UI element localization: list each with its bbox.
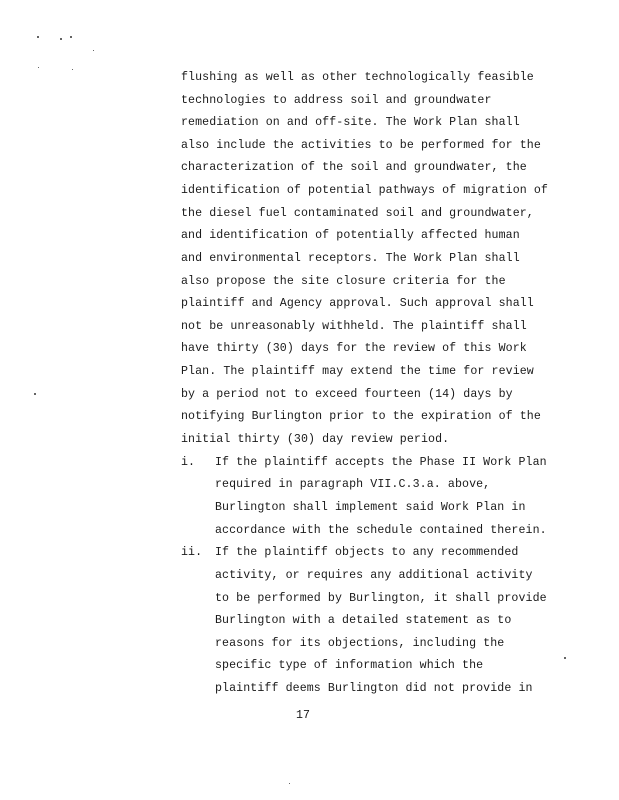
paragraph-line: have thirty (30) days for the review of this Work <box>181 342 527 355</box>
item-line: Burlington shall implement said Work Plan in <box>215 501 526 514</box>
paragraph-line: flushing as well as other technologically feasible <box>181 71 534 84</box>
scan-speck <box>38 67 39 68</box>
paragraph-line: Plan. The plaintiff may extend the time for review <box>181 365 534 378</box>
scan-speck <box>70 36 72 38</box>
scan-speck <box>564 657 566 659</box>
item-line: If the plaintiff accepts the Phase II Work Plan <box>215 456 547 469</box>
item-line: accordance with the schedule contained therein. <box>215 524 547 537</box>
paragraph-line: also include the activities to be performed for the <box>181 139 541 152</box>
paragraph-line: and environmental receptors. The Work Plan shall <box>181 252 520 265</box>
scan-speck <box>72 69 73 70</box>
scan-speck <box>60 38 62 40</box>
paragraph-line: notifying Burlington prior to the expiration of the <box>181 410 541 423</box>
item-line: plaintiff deems Burlington did not provide in <box>215 682 533 695</box>
item-line: to be performed by Burlington, it shall provide <box>215 592 547 605</box>
paragraph-line: initial thirty (30) day review period. <box>181 433 450 446</box>
paragraph-line: not be unreasonably withheld. The plaintiff shall <box>181 320 527 333</box>
item-line: reasons for its objections, including the <box>215 637 505 650</box>
page-number: 17 <box>296 709 311 722</box>
item-marker: i. <box>181 456 196 469</box>
paragraph-line: also propose the site closure criteria for the <box>181 275 506 288</box>
item-line: required in paragraph VII.C.3.a. above, <box>215 478 491 491</box>
scan-speck <box>37 36 39 38</box>
paragraph-line: plaintiff and Agency approval. Such approval shall <box>181 297 534 310</box>
paragraph-line: technologies to address soil and groundwater <box>181 94 492 107</box>
paragraph-line: remediation on and off-site. The Work Plan shall <box>181 116 520 129</box>
item-line: If the plaintiff objects to any recommended <box>215 546 519 559</box>
item-line: activity, or requires any additional activity <box>215 569 533 582</box>
item-line: specific type of information which the <box>215 659 484 672</box>
paragraph-line: characterization of the soil and groundwater, the <box>181 161 527 174</box>
item-line: Burlington with a detailed statement as to <box>215 614 512 627</box>
paragraph-line: the diesel fuel contaminated soil and groundwater, <box>181 207 534 220</box>
scan-speck <box>34 393 36 395</box>
paragraph-line: identification of potential pathways of migration of <box>181 184 548 197</box>
scan-speck <box>93 50 94 51</box>
item-marker: ii. <box>181 546 203 559</box>
paragraph-line: and identification of potentially affected human <box>181 229 520 242</box>
scan-speck <box>289 783 290 784</box>
paragraph-line: by a period not to exceed fourteen (14) days by <box>181 388 513 401</box>
